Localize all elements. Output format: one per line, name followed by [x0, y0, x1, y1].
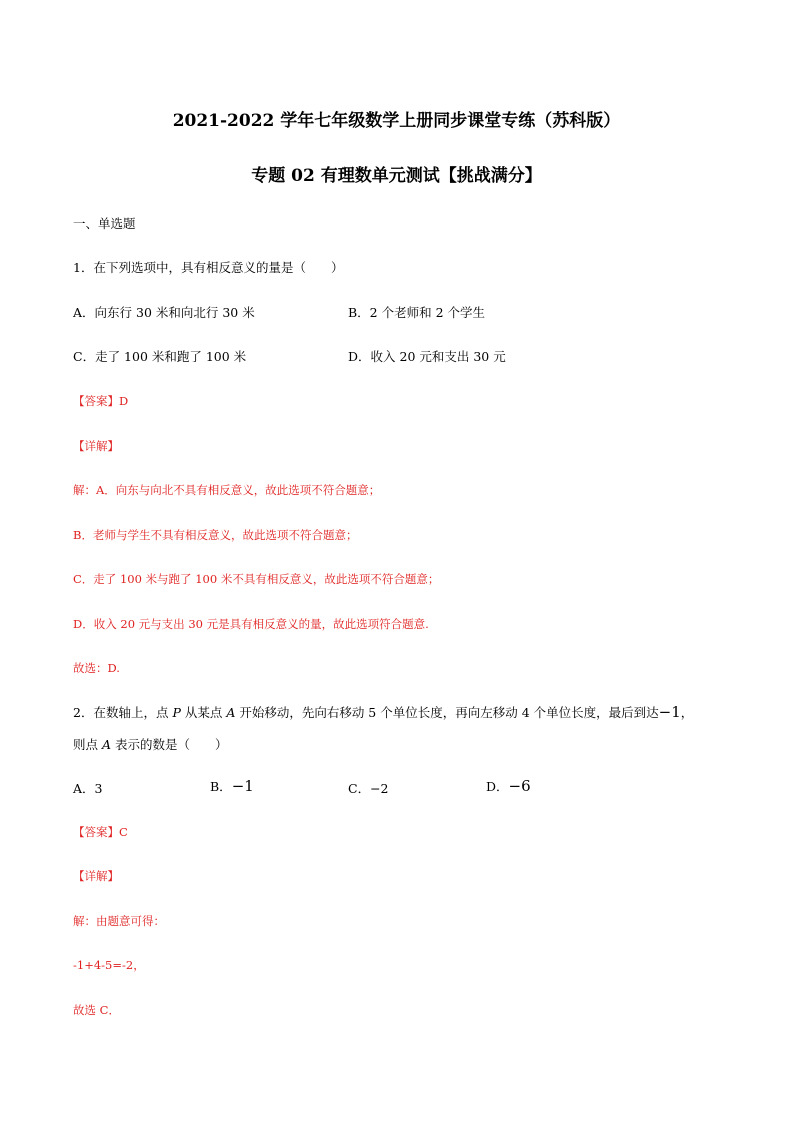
q2-stem-punct: ， [680, 705, 694, 720]
q2-stem-text: 则点 [73, 737, 102, 752]
q2-option-c [348, 779, 389, 797]
q2-explanation-line: 解：由题意可得： [73, 914, 165, 928]
q2-option-label: B． [210, 779, 232, 794]
q1-stem: 1．在下列选项中，具有相反意义的量是（ ） [73, 260, 344, 275]
q1-explanation-line: B．老师与学生不具有相反意义，故此选项不符合题意； [73, 528, 358, 542]
q1-detail-label: 【详解】 [73, 439, 119, 453]
q1-explanation-line: 解：A．向东与向北不具有相反意义，故此选项不符合题意； [73, 483, 381, 497]
q2-option-value: −6 [508, 777, 531, 795]
q2-var-a: A [101, 737, 112, 752]
q2-option-value: −2 [370, 781, 389, 796]
q2-answer: 【答案】C [73, 825, 128, 839]
q1-option-d: D．收入 20 元和支出 30 元 [348, 349, 506, 364]
q1-explanation-line: C．走了 100 米与跑了 100 米不具有相反意义，故此选项不符合题意； [73, 572, 440, 586]
q1-option-b: B．2 个老师和 2 个学生 [348, 305, 486, 320]
q2-option-a [73, 779, 102, 797]
q2-option-d [486, 777, 531, 795]
document-title: 2021-2022 学年七年级数学上册同步课堂专练（苏科版） [172, 111, 621, 131]
q2-explanation-line: -1+4-5=-2， [73, 958, 145, 972]
section-heading: 一、单选题 [73, 216, 136, 231]
q1-explanation-line: 故选：D. [73, 661, 120, 675]
q2-stem-line2 [73, 735, 228, 753]
q2-option-label: C． [348, 781, 371, 796]
q2-stem-text: 2．在数轴上，点 [73, 705, 173, 720]
q2-var-a: A [226, 705, 236, 720]
q1-explanation-line: D．收入 20 元与支出 30 元是具有相反意义的量，故此选项符合题意. [73, 617, 429, 631]
q2-detail-label: 【详解】 [73, 869, 119, 883]
q2-stem [73, 703, 693, 721]
q2-stem-value: −1 [658, 703, 681, 721]
q1-option-a: A．向东行 30 米和向北行 30 米 [73, 305, 255, 320]
q1-answer: 【答案】D [73, 394, 129, 408]
q2-option-label: D． [486, 779, 509, 794]
q2-stem-text: 从某点 [180, 705, 227, 720]
q2-option-value: 3 [94, 781, 103, 796]
q2-option-b [210, 777, 254, 795]
q2-stem-text: 表示的数是（ ） [111, 737, 228, 752]
document-subtitle: 专题 02 有理数单元测试【挑战满分】 [251, 166, 542, 186]
q1-option-c: C．走了 100 米和跑了 100 米 [73, 349, 247, 364]
q2-option-label: A． [73, 781, 95, 796]
q2-var-p: P [172, 705, 181, 720]
q2-option-value: −1 [231, 777, 254, 795]
q2-stem-text: 开始移动，先向右移动 5 个单位长度，再向左移动 4 个单位长度，最后到达 [235, 705, 659, 720]
q2-explanation-line: 故选 C． [73, 1003, 120, 1017]
